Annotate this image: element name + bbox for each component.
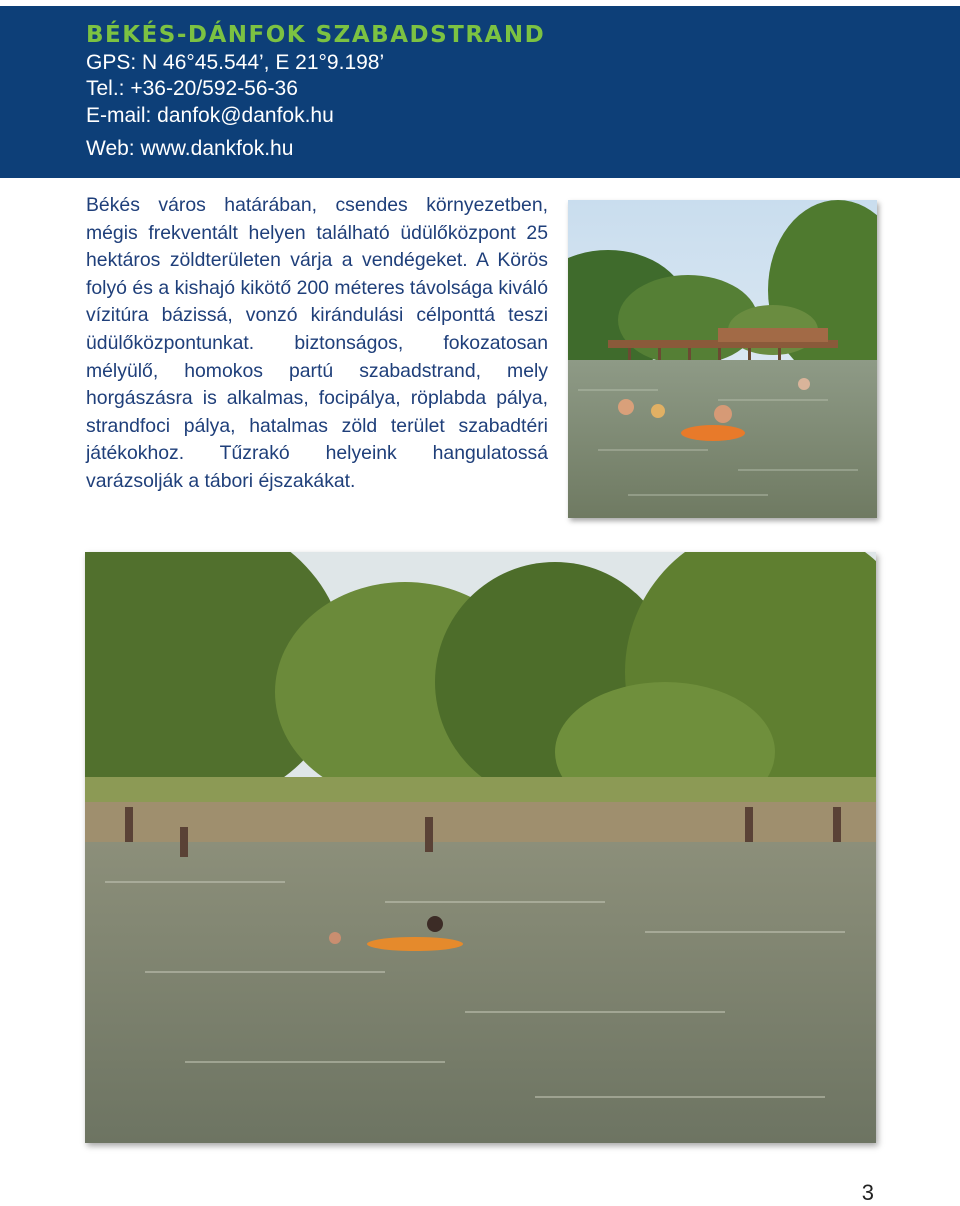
page-title: BÉKÉS-DÁNFOK SZABADSTRAND: [86, 22, 546, 48]
website-address: Web: www.dankfok.hu: [86, 137, 294, 160]
photo-swimmers-river: [568, 200, 877, 518]
header-band: [0, 6, 960, 178]
description-paragraph: Békés város határában, csendes környezetben, mégis frekventált helyen található üdülőközpont 25 hektáros zöldterületen várja a vendégeket. A Körös folyó és a kishajó kikötő 200 méteres távolsága kiváló vízitúra bázissá, vonzó kirándulási célponttá teszi üdülőközpontunkat. biztonságos, fokozatosan mélyülő, homokos partú szabadstrand, mely horgászásra is alkalmas, focipálya, röplabda pálya, strandfoci pálya, hatalmas zöld terület szabadtéri játékokhoz. Tűzrakó helyeink hangulatossá varázsolják a tábori éjszakákat.: [86, 194, 548, 492]
email-address: E-mail: danfok@danfok.hu: [86, 104, 334, 127]
photo-beach-lake: [85, 552, 876, 1143]
gps-coordinates: GPS: N 46°45.544’, E 21°9.198’: [86, 51, 385, 74]
page-number: 3: [861, 1180, 874, 1205]
phone-number: Tel.: +36-20/592-56-36: [86, 77, 298, 100]
